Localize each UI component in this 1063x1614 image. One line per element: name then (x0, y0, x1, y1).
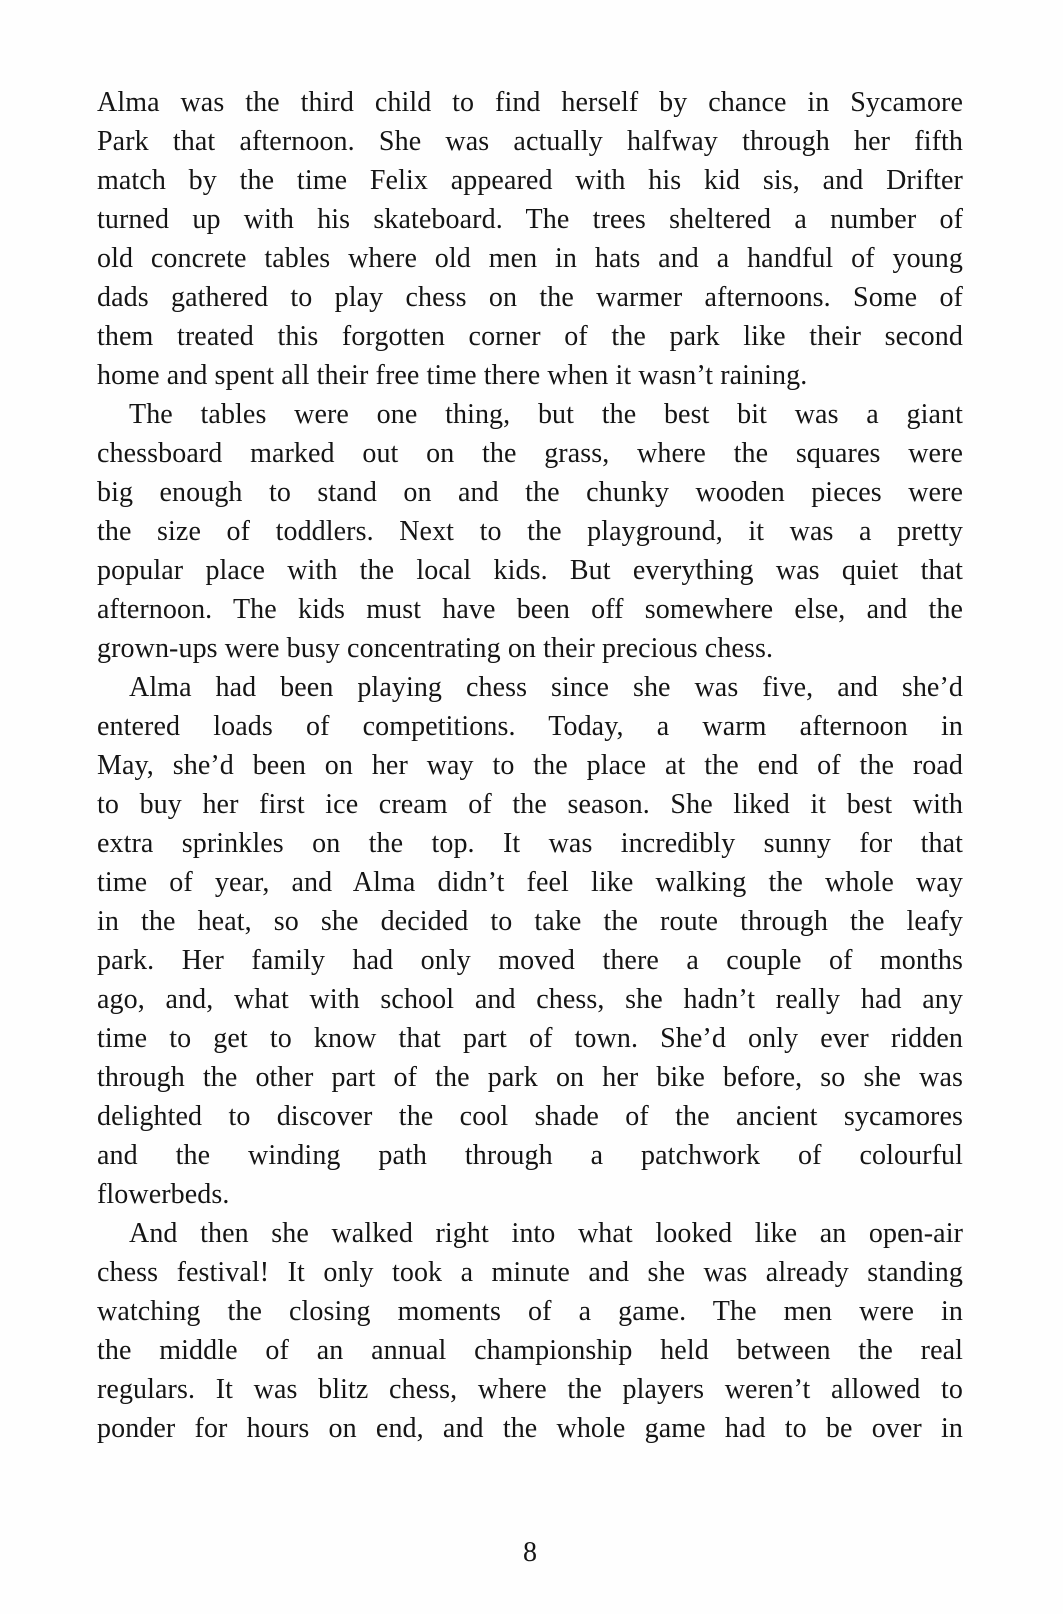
text-line: them treated this forgotten corner of the park like their second (97, 321, 963, 352)
text-line: chessboard marked out on the grass, where the squares were (97, 438, 963, 469)
text-line: May, she’d been on her way to the place at the end of the road (97, 750, 963, 781)
text-line: Park that afternoon. She was actually halfway through her fifth (97, 126, 963, 157)
text-line: And then she walked right into what looked like an open-air (129, 1218, 963, 1249)
text-line: and the winding path through a patchwork of colourful (97, 1140, 963, 1171)
paragraph (97, 668, 963, 1214)
text-line: flowerbeds. (97, 1179, 230, 1210)
text-line: match by the time Felix appeared with his kid sis, and Drifter (97, 165, 963, 196)
text-line: The tables were one thing, but the best bit was a giant (129, 399, 963, 430)
text-line: ago, and, what with school and chess, she hadn’t really had any (97, 984, 963, 1015)
text-line: Alma had been playing chess since she was five, and she’d (129, 672, 963, 703)
text-line: in the heat, so she decided to take the route through the leafy (97, 906, 963, 937)
text-line: home and spent all their free time there when it wasn’t raining. (97, 360, 808, 391)
text-line: ponder for hours on end, and the whole game had to be over in (97, 1413, 963, 1444)
text-line: time of year, and Alma didn’t feel like walking the whole way (97, 867, 963, 898)
text-line: watching the closing moments of a game. The men were in (97, 1296, 963, 1327)
text-line: grown-ups were busy concentrating on their precious chess. (97, 633, 774, 664)
paragraph (97, 395, 963, 668)
text-line: to buy her first ice cream of the season. She liked it best with (97, 789, 963, 820)
text-line: through the other part of the park on her bike before, so she was (97, 1062, 963, 1093)
text-line: big enough to stand on and the chunky wooden pieces were (97, 477, 963, 508)
text-line: the size of toddlers. Next to the playground, it was a pretty (97, 516, 963, 547)
text-line: chess festival! It only took a minute and she was already standing (97, 1257, 963, 1288)
text-line: afternoon. The kids must have been off somewhere else, and the (97, 594, 963, 625)
text-line: old concrete tables where old men in hats and a handful of young (97, 243, 963, 274)
text-line: regulars. It was blitz chess, where the players weren’t allowed to (97, 1374, 963, 1405)
text-line: popular place with the local kids. But everything was quiet that (97, 555, 963, 586)
text-line: the middle of an annual championship held between the real (97, 1335, 963, 1366)
text-line: park. Her family had only moved there a couple of months (97, 945, 963, 976)
text-line: extra sprinkles on the top. It was incredibly sunny for that (97, 828, 963, 859)
text-line: time to get to know that part of town. She’d only ever ridden (97, 1023, 963, 1054)
text-line: delighted to discover the cool shade of the ancient sycamores (97, 1101, 963, 1132)
page-number: 8 (523, 1537, 537, 1568)
body-text (97, 83, 963, 1448)
text-line: Alma was the third child to find herself by chance in Sycamore (97, 87, 963, 118)
text-line: entered loads of competitions. Today, a warm afternoon in (97, 711, 963, 742)
paragraph (97, 83, 963, 395)
text-line: turned up with his skateboard. The trees sheltered a number of (97, 204, 963, 235)
text-line: dads gathered to play chess on the warmer afternoons. Some of (97, 282, 963, 313)
paragraph (97, 1214, 963, 1448)
